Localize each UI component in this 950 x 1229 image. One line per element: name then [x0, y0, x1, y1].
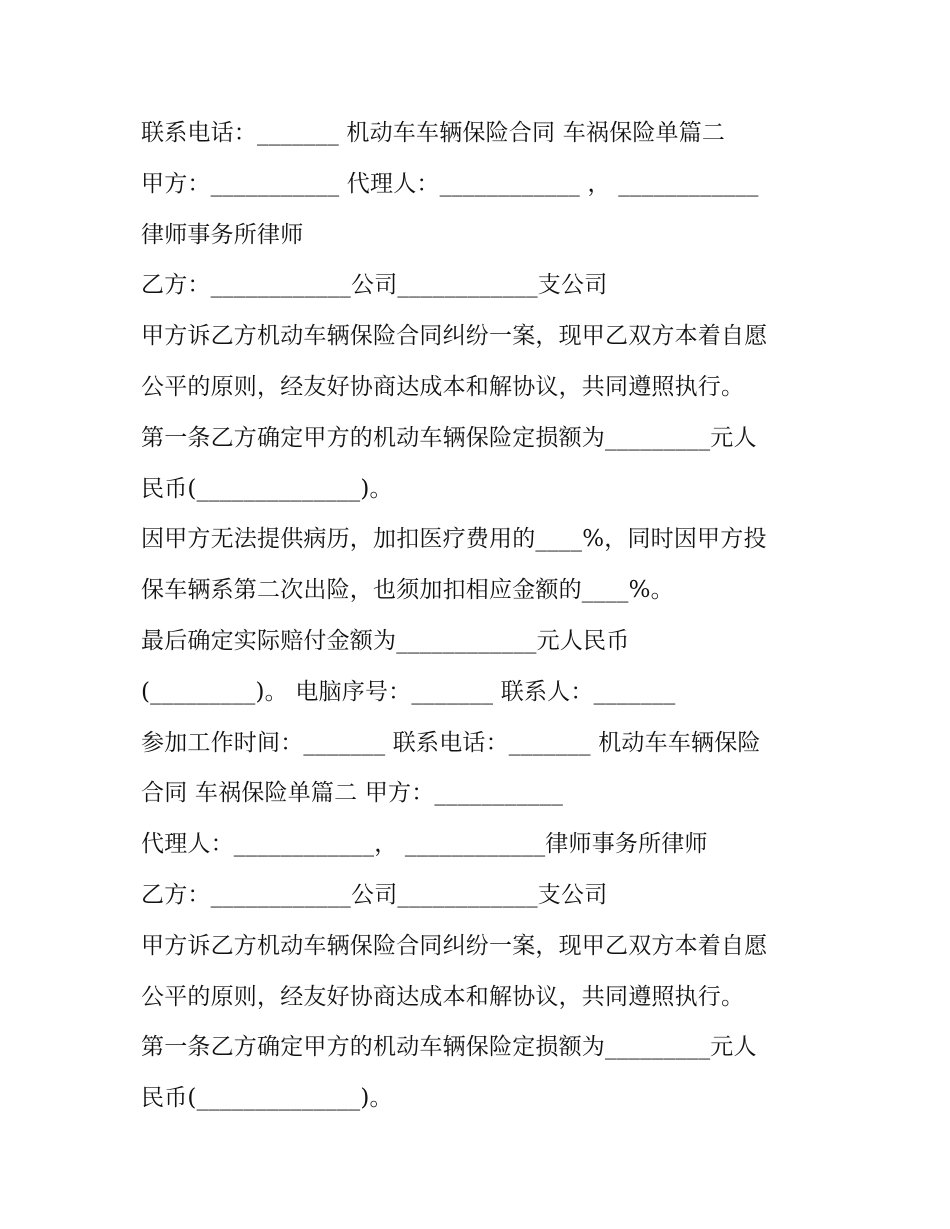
text-line-party-b: 乙方：____________公司____________支公司 [141, 272, 608, 299]
text-line-agent: 代理人：____________， ____________律师事务所律师 [141, 831, 708, 858]
text-line-second-claim: 保车辆系第二次出险，也须加扣相应金额的____%。 [141, 577, 674, 604]
text-line-article-one: 第一条乙方确定甲方的机动车辆保险定损额为_________元人 [141, 424, 757, 451]
text-line-article-one-repeat: 第一条乙方确定甲方的机动车辆保险定损额为_________元人 [141, 1034, 757, 1061]
text-line-principle: 公平的原则，经友好协商达成本和解协议，共同遵照执行。 [141, 373, 745, 400]
text-line-rmb-amount-repeat: 民币(______________)。 [141, 1085, 393, 1112]
text-line-serial-contact: (_________)。 电脑序号：_______ 联系人：_______ [141, 678, 676, 705]
text-line-party-b-repeat: 乙方：____________公司____________支公司 [141, 881, 608, 908]
text-line-contact-phone: 联系电话：_______ 机动车车辆保险合同 车祸保险单篇二 [141, 120, 726, 146]
text-line-work-time: 参加工作时间：_______ 联系电话：_______ 机动车车辆保险 [141, 729, 761, 756]
text-line-contract-title: 合同 车祸保险单篇二 甲方：___________ [141, 780, 564, 807]
text-line-final-amount: 最后确定实际赔付金额为____________元人民币 [141, 627, 630, 654]
document-body [141, 108, 841, 1124]
text-line-rmb-amount: 民币(______________)。 [141, 475, 393, 502]
text-line-medical-deduction: 因甲方无法提供病历，加扣医疗费用的____%，同时因甲方投 [141, 526, 767, 553]
text-line-party-a-agent: 甲方：___________ 代理人：____________ ， ____________ [141, 170, 759, 197]
text-line-dispute: 甲方诉乙方机动车辆保险合同纠纷一案，现甲乙双方本着自愿 [141, 323, 768, 350]
text-line-principle-repeat: 公平的原则，经友好协商达成本和解协议，共同遵照执行。 [141, 983, 745, 1010]
text-line-dispute-repeat: 甲方诉乙方机动车辆保险合同纠纷一案，现甲乙双方本着自愿 [141, 932, 768, 959]
text-line-law-firm: 律师事务所律师 [141, 221, 304, 248]
